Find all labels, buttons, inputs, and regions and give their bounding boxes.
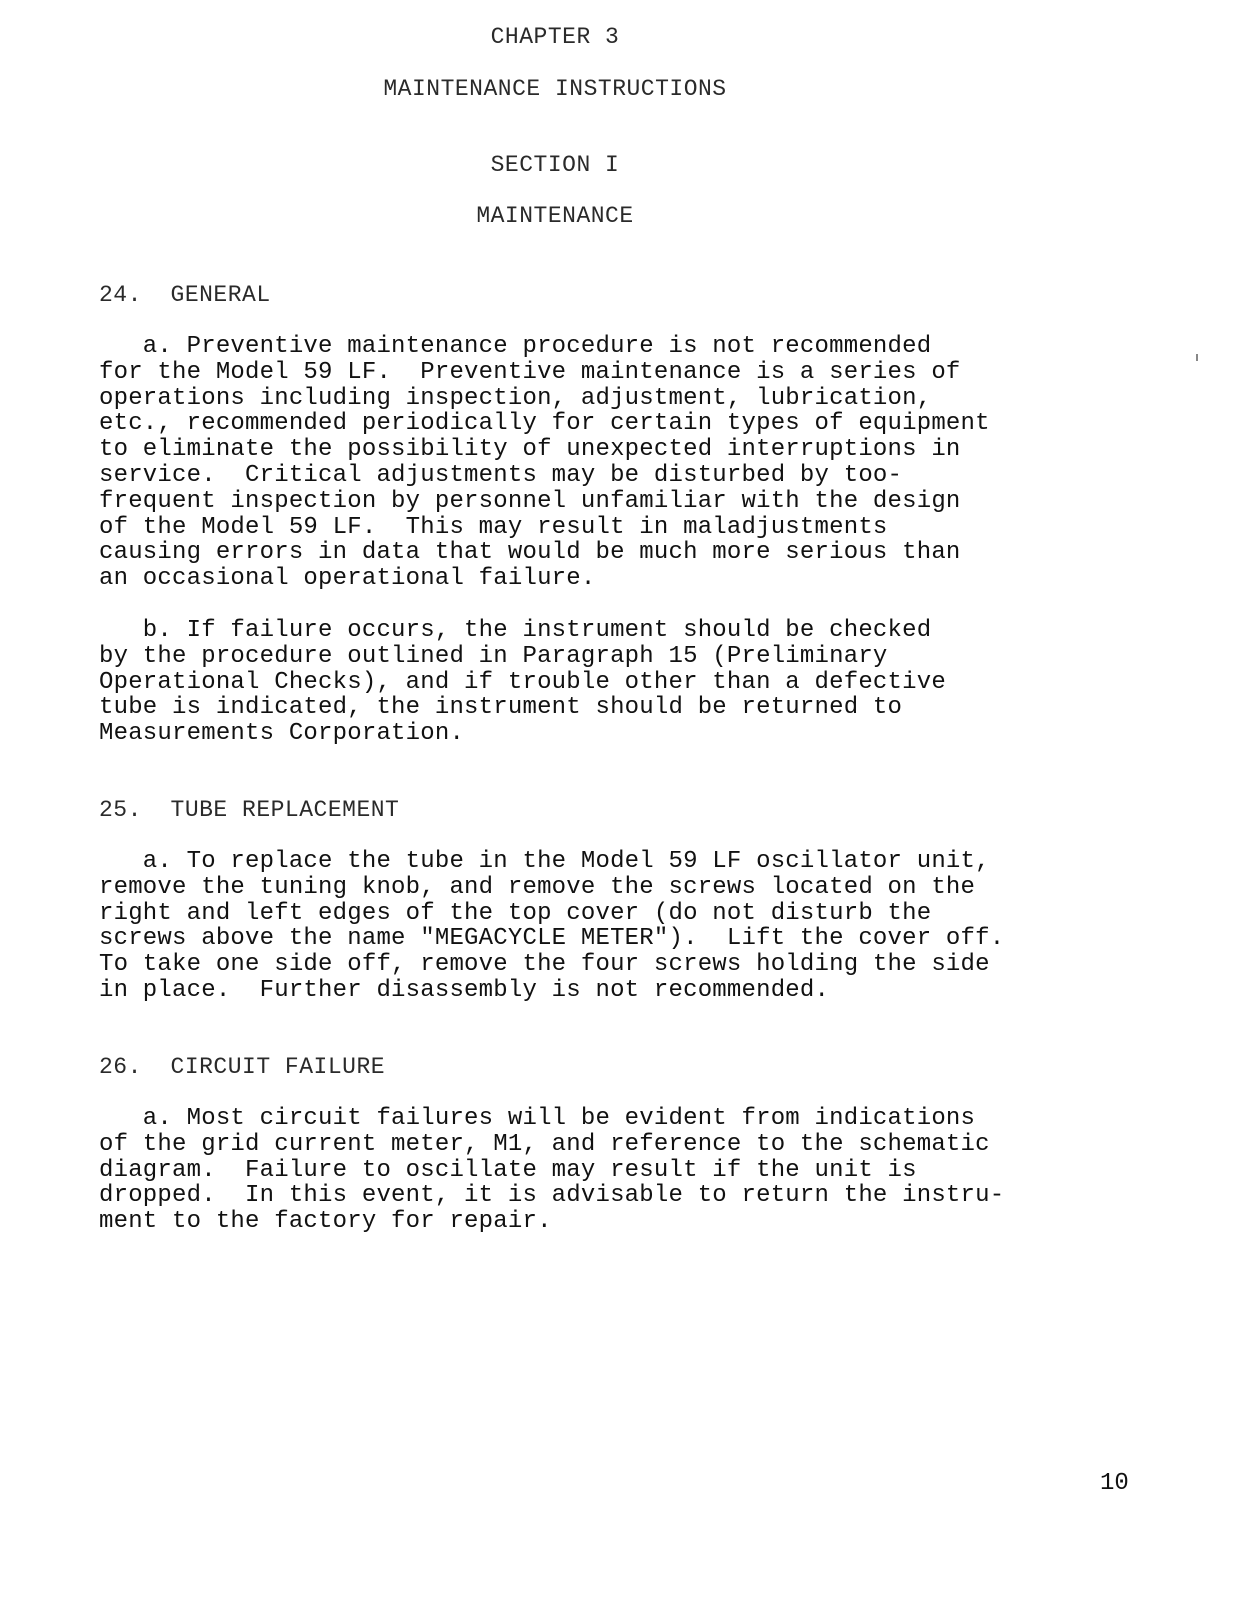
chapter-label: CHAPTER 3 (490, 24, 620, 50)
scan-mark (1196, 354, 1198, 361)
paragraph-general-b: b. If failure occurs, the instrument should be checked by the procedure outlined in Paragraph 15 (Preliminary Operational Checks), and if trouble other than a defective tube is indicated, the instrument should be returned to Measurements Corporation. (99, 617, 946, 748)
paragraph-general-a: a. Preventive maintenance procedure is not recommended for the Model 59 LF. Preventive maintenance is a series of operations including inspection, adjustment, lubrication, etc., recommended periodically for certain types of equipment to eliminate the possibility of unexpected interruptions in service. Critical adjustments may be disturbed by too- frequent inspection by personnel unfamiliar with the design of the Model 59 LF. This may result in maladjustments causing errors in data that would be much more serious than an occasional operational failure. (99, 333, 990, 593)
page-number: 10 (1100, 1470, 1129, 1497)
section-label: SECTION I (490, 152, 620, 178)
section-title: MAINTENANCE (476, 203, 634, 229)
heading-tube-replacement: 25. TUBE REPLACEMENT (99, 797, 400, 823)
heading-circuit-failure: 26. CIRCUIT FAILURE (99, 1054, 386, 1080)
paragraph-tube-replacement-a: a. To replace the tube in the Model 59 LF oscillator unit, remove the tuning knob, and remove the screws located on the right and left edges of the top cover (do not disturb the screws above the name "MEGACYCLE METER"). Lift the cover off. To take one side off, remove the four screws holding the side in place. Further disassembly is not recommended. (99, 848, 1005, 1004)
paragraph-circuit-failure-a: a. Most circuit failures will be evident from indications of the grid current meter, M1, and reference to the schematic diagram. Failure to oscillate may result if the unit is dropped. In this event, it is advisable to return the instru- ment to the factory for repair. (99, 1105, 1005, 1236)
heading-general: 24. GENERAL (99, 282, 271, 308)
chapter-title: MAINTENANCE INSTRUCTIONS (383, 76, 727, 102)
